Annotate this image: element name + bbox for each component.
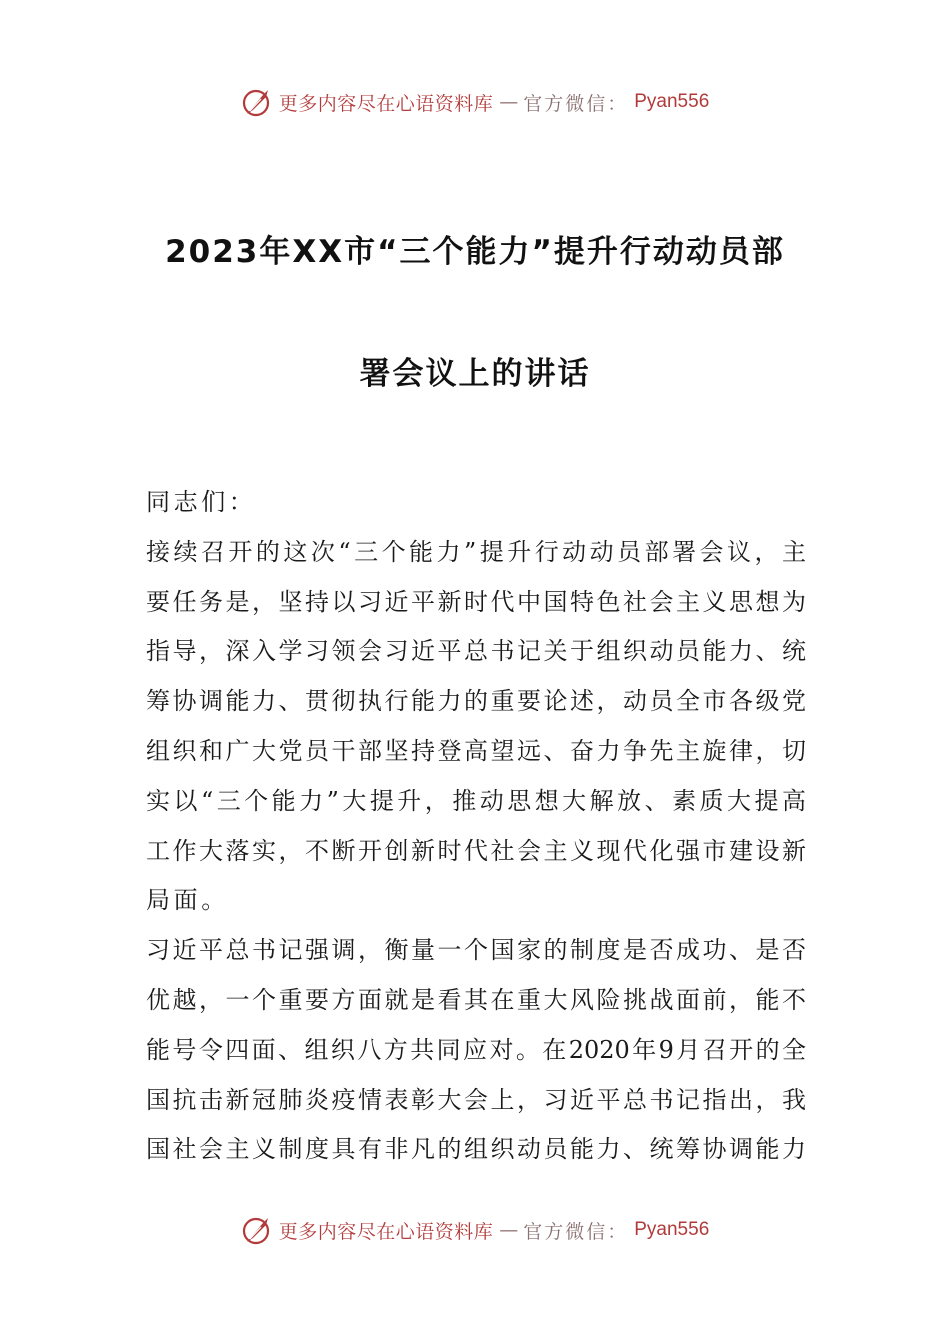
body-line: 组织和广大党员干部坚持登高望远、奋力争先主旋律，切	[146, 736, 806, 765]
watermark-text: 更多内容尽在心语资料库	[278, 1220, 494, 1243]
body-line: 筹协调能力、贯彻执行能力的重要论述，动员全市各级党	[146, 687, 806, 716]
body-line: 优越，一个重要方面就是看其在重大风险挑战面前，能不	[146, 985, 806, 1014]
body-line: 工作大落实，不断开创新时代社会主义现代化强市建设新	[146, 836, 806, 865]
body-line: 能号令四面、组织八方共同应对。在2020年9月召开的全	[146, 1035, 806, 1064]
body-line: 国社会主义制度具有非凡的组织动员能力、统筹协调能力	[146, 1135, 806, 1164]
watermark-separator: —	[499, 1219, 518, 1241]
watermark-text: 更多内容尽在心语资料库	[278, 92, 494, 115]
body-line: 国抗击新冠肺炎疫情表彰大会上，习近平总书记指出，我	[146, 1085, 806, 1114]
watermark-official-label: 官方微信：	[523, 92, 629, 115]
quill-pen-logo-icon	[241, 86, 273, 118]
body-line-salutation: 同志们：	[146, 488, 257, 516]
watermark-separator: —	[499, 91, 518, 113]
document-title-line-2: 署会议上的讲话	[359, 356, 591, 392]
body-line: 实以“三个能力”大提升，推动思想大解放、素质大提高	[146, 786, 806, 815]
watermark-wechat-id: Pyan556	[634, 1219, 710, 1240]
body-line: 习近平总书记强调，衡量一个国家的制度是否成功、是否	[146, 936, 806, 965]
body-line: 局面。	[146, 886, 229, 915]
footer-watermark	[0, 1210, 950, 1250]
body-line: 要任务是，坚持以习近平新时代中国特色社会主义思想为	[146, 587, 806, 616]
quill-pen-logo-icon	[241, 1214, 273, 1246]
body-line: 接续召开的这次“三个能力”提升行动动员部署会议，主	[146, 537, 806, 566]
document-title-line-1: 2023年XX市“三个能力”提升行动动员部	[165, 234, 785, 270]
header-watermark	[0, 82, 950, 122]
watermark-wechat-id: Pyan556	[634, 91, 710, 112]
document-body	[146, 478, 806, 1175]
body-line: 指导，深入学习领会习近平总书记关于组织动员能力、统	[146, 637, 806, 666]
watermark-official-label: 官方微信：	[523, 1220, 629, 1243]
